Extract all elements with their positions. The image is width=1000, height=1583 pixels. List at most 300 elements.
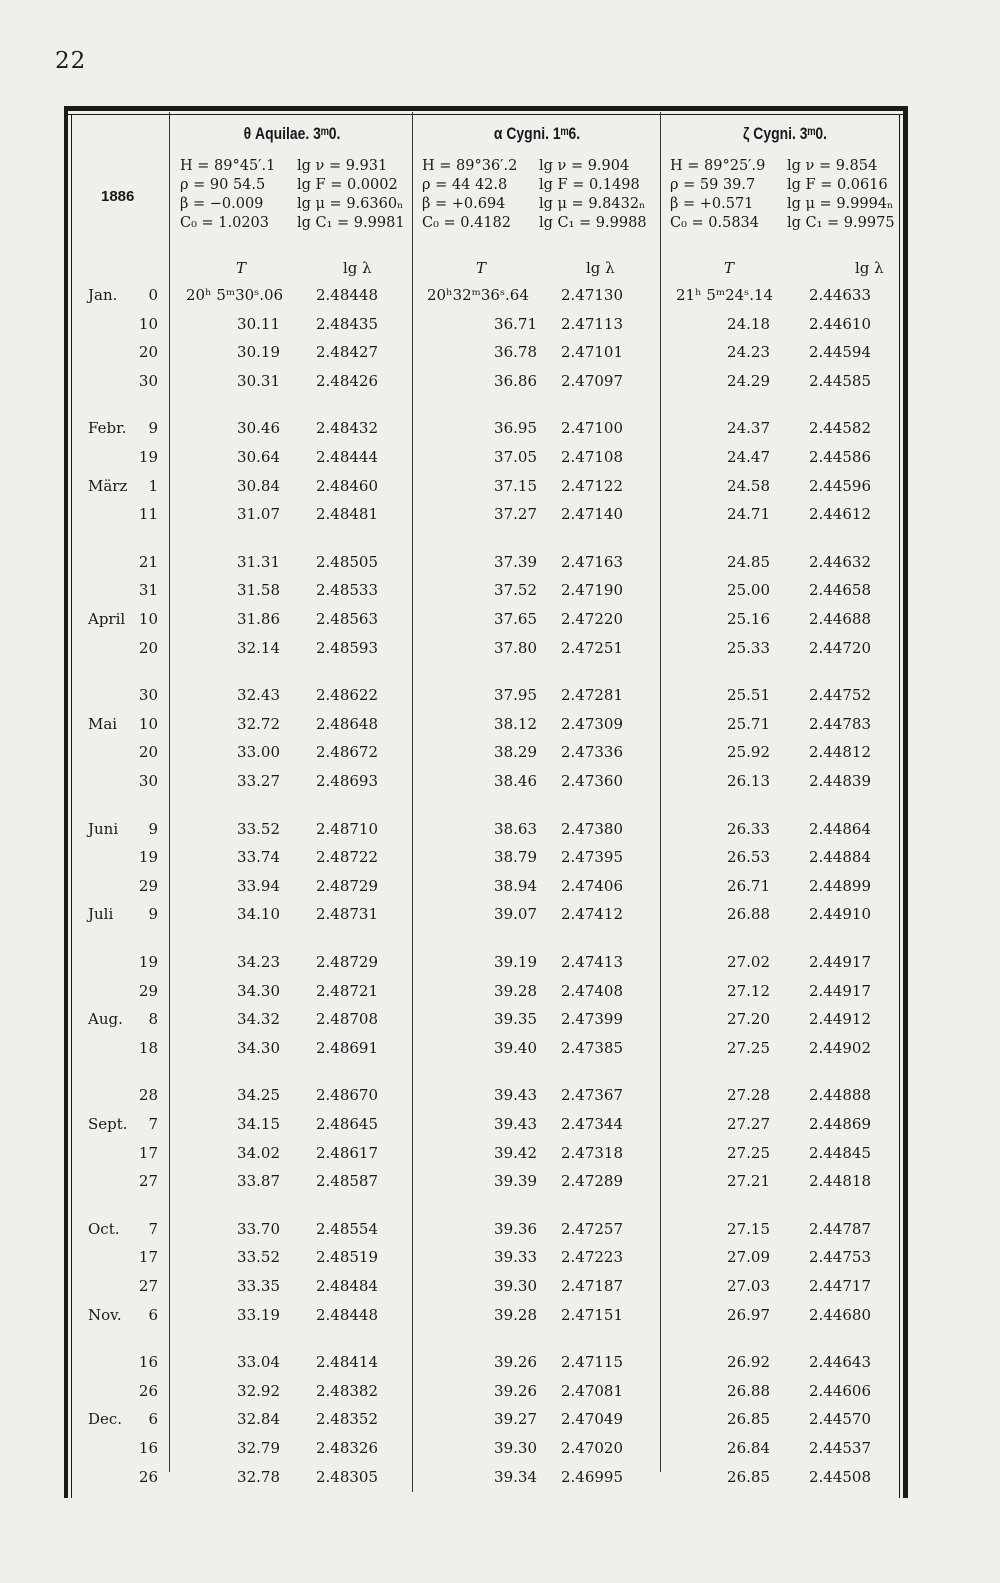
cell-T: 31.58 [237, 581, 280, 599]
date-month: Juni [88, 820, 119, 838]
cell-T: 24.18 [727, 315, 770, 333]
date-month: Mai [88, 715, 118, 733]
first-T-value: 20ʰ32ᵐ36ˢ.64 [427, 286, 529, 304]
cell-lg-lambda: 2.47318 [560, 1144, 623, 1162]
date-day: 10 [138, 315, 158, 333]
cell-lg-lambda: 2.47081 [560, 1382, 623, 1400]
date-day: 18 [138, 1039, 158, 1057]
date-month: Jan. [88, 286, 118, 304]
cell-T: 27.15 [727, 1220, 770, 1238]
date-month: Aug. [88, 1010, 123, 1028]
cell-T: 39.28 [494, 982, 537, 1000]
column-divider-star-2 [660, 112, 661, 1472]
cell-T: 37.15 [494, 477, 537, 495]
cell-lg-lambda: 2.44912 [808, 1010, 871, 1028]
date-day: 6 [148, 1306, 158, 1324]
cell-T: 25.16 [727, 610, 770, 628]
date-day: 19 [138, 953, 158, 971]
cell-T: 30.84 [237, 477, 280, 495]
cell-lg-lambda: 2.48721 [315, 982, 378, 1000]
cell-lg-lambda: 2.47101 [560, 343, 623, 361]
cell-T: 39.28 [494, 1306, 537, 1324]
star-parameter: ρ = 90 54.5 [180, 177, 266, 193]
column-header-T: T [236, 259, 247, 277]
date-day: 26 [138, 1468, 158, 1486]
cell-lg-lambda: 2.48448 [315, 286, 378, 304]
date-day: 16 [138, 1439, 158, 1457]
date-day: 10 [138, 715, 158, 733]
star-parameter: lg μ = 9.9994ₙ [787, 196, 894, 212]
cell-lg-lambda: 2.47151 [560, 1306, 623, 1324]
column-header-lg-lambda: lg λ [343, 259, 372, 277]
star-parameter: C₀ = 0.5834 [670, 215, 760, 231]
cell-T: 37.80 [494, 639, 537, 657]
cell-T: 32.92 [237, 1382, 280, 1400]
star-parameter: lg ν = 9.904 [539, 158, 630, 174]
cell-lg-lambda: 2.44508 [808, 1468, 871, 1486]
cell-T: 25.51 [727, 686, 770, 704]
cell-lg-lambda: 2.47130 [560, 286, 623, 304]
date-day: 7 [148, 1115, 158, 1133]
star-title: ζ Cygni. 3ᵐ0. [742, 124, 827, 143]
cell-lg-lambda: 2.44818 [808, 1172, 871, 1190]
cell-lg-lambda: 2.47049 [560, 1410, 623, 1428]
cell-T: 24.58 [727, 477, 770, 495]
date-day: 29 [138, 982, 158, 1000]
date-day: 31 [138, 581, 158, 599]
cell-lg-lambda: 2.44845 [808, 1144, 871, 1162]
cell-lg-lambda: 2.48710 [315, 820, 378, 838]
cell-lg-lambda: 2.47281 [560, 686, 623, 704]
date-day: 30 [138, 686, 158, 704]
cell-lg-lambda: 2.44680 [808, 1306, 871, 1324]
cell-lg-lambda: 2.47190 [560, 581, 623, 599]
column-divider-date [169, 112, 170, 1472]
cell-lg-lambda: 2.47113 [560, 315, 623, 333]
date-day: 21 [138, 553, 158, 571]
cell-T: 26.88 [727, 905, 770, 923]
cell-T: 25.92 [727, 743, 770, 761]
date-day: 29 [138, 877, 158, 895]
cell-T: 32.84 [237, 1410, 280, 1428]
first-T-value: 21ʰ 5ᵐ24ˢ.14 [676, 286, 774, 304]
cell-lg-lambda: 2.48432 [315, 419, 378, 437]
cell-lg-lambda: 2.48481 [315, 505, 378, 523]
cell-lg-lambda: 2.48731 [315, 905, 378, 923]
cell-T: 38.12 [494, 715, 537, 733]
cell-T: 27.28 [727, 1086, 770, 1104]
date-day: 26 [138, 1382, 158, 1400]
cell-T: 33.94 [237, 877, 280, 895]
star-parameter: lg C₁ = 9.9981 [297, 215, 405, 231]
cell-T: 30.19 [237, 343, 280, 361]
star-parameter: ρ = 44 42.8 [422, 177, 508, 193]
cell-lg-lambda: 2.44612 [808, 505, 871, 523]
star-parameter: H = 89°25′.9 [670, 158, 766, 174]
date-day: 19 [138, 448, 158, 466]
cell-lg-lambda: 2.48645 [315, 1115, 378, 1133]
date-month: Febr. [88, 419, 127, 437]
page-number: 22 [55, 48, 87, 74]
cell-T: 36.95 [494, 419, 537, 437]
cell-lg-lambda: 2.48435 [315, 315, 378, 333]
star-parameter: β = +0.694 [422, 196, 506, 212]
cell-lg-lambda: 2.47413 [560, 953, 623, 971]
cell-T: 26.92 [727, 1353, 770, 1371]
cell-lg-lambda: 2.47187 [560, 1277, 623, 1295]
cell-T: 25.71 [727, 715, 770, 733]
frame-inner-top-rule [68, 114, 903, 115]
cell-lg-lambda: 2.48554 [315, 1220, 378, 1238]
cell-lg-lambda: 2.48533 [315, 581, 378, 599]
star-parameter: β = +0.571 [670, 196, 754, 212]
cell-lg-lambda: 2.48691 [315, 1039, 378, 1057]
cell-T: 34.23 [237, 953, 280, 971]
date-day: 30 [138, 372, 158, 390]
star-parameter: ρ = 59 39.7 [670, 177, 756, 193]
cell-T: 34.30 [237, 982, 280, 1000]
cell-lg-lambda: 2.44888 [808, 1086, 871, 1104]
cell-lg-lambda: 2.44632 [808, 553, 871, 571]
cell-lg-lambda: 2.48382 [315, 1382, 378, 1400]
cell-lg-lambda: 2.46995 [560, 1468, 623, 1486]
cell-T: 39.19 [494, 953, 537, 971]
cell-T: 39.30 [494, 1277, 537, 1295]
cell-T: 26.97 [727, 1306, 770, 1324]
date-day: 7 [148, 1220, 158, 1238]
cell-T: 39.42 [494, 1144, 537, 1162]
date-day: 16 [138, 1353, 158, 1371]
cell-lg-lambda: 2.48563 [315, 610, 378, 628]
cell-T: 26.33 [727, 820, 770, 838]
cell-lg-lambda: 2.44717 [808, 1277, 871, 1295]
cell-T: 27.09 [727, 1248, 770, 1266]
cell-lg-lambda: 2.47344 [560, 1115, 623, 1133]
cell-lg-lambda: 2.47412 [560, 905, 623, 923]
cell-lg-lambda: 2.44917 [808, 953, 871, 971]
cell-T: 36.86 [494, 372, 537, 390]
cell-lg-lambda: 2.44610 [808, 315, 871, 333]
cell-lg-lambda: 2.47399 [560, 1010, 623, 1028]
cell-lg-lambda: 2.47395 [560, 848, 623, 866]
cell-T: 33.74 [237, 848, 280, 866]
cell-T: 37.27 [494, 505, 537, 523]
cell-T: 34.25 [237, 1086, 280, 1104]
cell-lg-lambda: 2.47140 [560, 505, 623, 523]
cell-lg-lambda: 2.47223 [560, 1248, 623, 1266]
cell-T: 33.52 [237, 820, 280, 838]
cell-T: 39.33 [494, 1248, 537, 1266]
cell-T: 39.26 [494, 1353, 537, 1371]
cell-T: 33.35 [237, 1277, 280, 1295]
date-day: 27 [138, 1172, 158, 1190]
cell-lg-lambda: 2.47122 [560, 477, 623, 495]
cell-T: 39.07 [494, 905, 537, 923]
cell-lg-lambda: 2.44658 [808, 581, 871, 599]
cell-T: 39.43 [494, 1115, 537, 1133]
cell-lg-lambda: 2.44917 [808, 982, 871, 1000]
date-day: 20 [138, 639, 158, 657]
cell-lg-lambda: 2.44633 [808, 286, 871, 304]
cell-T: 26.13 [727, 772, 770, 790]
cell-lg-lambda: 2.47108 [560, 448, 623, 466]
cell-lg-lambda: 2.48648 [315, 715, 378, 733]
cell-T: 24.37 [727, 419, 770, 437]
cell-lg-lambda: 2.48672 [315, 743, 378, 761]
cell-lg-lambda: 2.44864 [808, 820, 871, 838]
cell-T: 33.52 [237, 1248, 280, 1266]
cell-lg-lambda: 2.44594 [808, 343, 871, 361]
cell-lg-lambda: 2.48722 [315, 848, 378, 866]
cell-lg-lambda: 2.48326 [315, 1439, 378, 1457]
cell-T: 30.11 [237, 315, 280, 333]
cell-lg-lambda: 2.48505 [315, 553, 378, 571]
cell-lg-lambda: 2.44582 [808, 419, 871, 437]
cell-T: 36.71 [494, 315, 537, 333]
star-parameter: lg ν = 9.854 [787, 158, 878, 174]
cell-T: 32.78 [237, 1468, 280, 1486]
cell-T: 27.20 [727, 1010, 770, 1028]
cell-lg-lambda: 2.44869 [808, 1115, 871, 1133]
cell-lg-lambda: 2.44783 [808, 715, 871, 733]
cell-T: 26.53 [727, 848, 770, 866]
star-parameter: lg C₁ = 9.9975 [787, 215, 895, 231]
cell-lg-lambda: 2.44596 [808, 477, 871, 495]
cell-T: 24.29 [727, 372, 770, 390]
cell-T: 31.07 [237, 505, 280, 523]
date-day: 27 [138, 1277, 158, 1295]
cell-T: 33.87 [237, 1172, 280, 1190]
cell-lg-lambda: 2.47251 [560, 639, 623, 657]
cell-lg-lambda: 2.44643 [808, 1353, 871, 1371]
first-T-value: 20ʰ 5ᵐ30ˢ.06 [186, 286, 284, 304]
cell-T: 38.63 [494, 820, 537, 838]
date-day: 17 [138, 1248, 158, 1266]
column-header-lg-lambda: lg λ [855, 259, 884, 277]
cell-lg-lambda: 2.47257 [560, 1220, 623, 1238]
cell-lg-lambda: 2.48448 [315, 1306, 378, 1324]
cell-T: 33.27 [237, 772, 280, 790]
date-day: 20 [138, 743, 158, 761]
cell-T: 32.79 [237, 1439, 280, 1457]
cell-lg-lambda: 2.44902 [808, 1039, 871, 1057]
cell-T: 24.85 [727, 553, 770, 571]
cell-T: 31.31 [237, 553, 280, 571]
column-header-T: T [724, 259, 735, 277]
cell-T: 27.12 [727, 982, 770, 1000]
cell-T: 37.05 [494, 448, 537, 466]
star-parameter: lg C₁ = 9.9988 [539, 215, 647, 231]
cell-lg-lambda: 2.48617 [315, 1144, 378, 1162]
cell-T: 27.25 [727, 1039, 770, 1057]
star-title: α Cygni. 1ᵐ6. [493, 124, 581, 143]
cell-T: 26.88 [727, 1382, 770, 1400]
star-title: θ Aquilae. 3ᵐ0. [243, 124, 341, 143]
cell-lg-lambda: 2.48693 [315, 772, 378, 790]
date-month: März [88, 477, 128, 495]
cell-T: 37.52 [494, 581, 537, 599]
cell-T: 24.71 [727, 505, 770, 523]
cell-T: 30.46 [237, 419, 280, 437]
cell-T: 39.36 [494, 1220, 537, 1238]
date-day: 1 [148, 477, 158, 495]
date-day: 0 [148, 286, 158, 304]
cell-T: 31.86 [237, 610, 280, 628]
cell-T: 38.46 [494, 772, 537, 790]
cell-lg-lambda: 2.47289 [560, 1172, 623, 1190]
cell-T: 39.34 [494, 1468, 537, 1486]
cell-T: 38.94 [494, 877, 537, 895]
cell-lg-lambda: 2.47220 [560, 610, 623, 628]
cell-lg-lambda: 2.48708 [315, 1010, 378, 1028]
cell-lg-lambda: 2.48460 [315, 477, 378, 495]
cell-lg-lambda: 2.44839 [808, 772, 871, 790]
cell-lg-lambda: 2.44812 [808, 743, 871, 761]
cell-T: 36.78 [494, 343, 537, 361]
cell-T: 39.40 [494, 1039, 537, 1057]
cell-lg-lambda: 2.44899 [808, 877, 871, 895]
cell-lg-lambda: 2.48352 [315, 1410, 378, 1428]
cell-lg-lambda: 2.48729 [315, 877, 378, 895]
cell-T: 30.64 [237, 448, 280, 466]
cell-lg-lambda: 2.44586 [808, 448, 871, 466]
date-day: 9 [148, 820, 158, 838]
cell-lg-lambda: 2.47097 [560, 372, 623, 390]
star-parameter: lg F = 0.0616 [787, 177, 888, 193]
cell-lg-lambda: 2.48426 [315, 372, 378, 390]
cell-T: 39.30 [494, 1439, 537, 1457]
date-day: 19 [138, 848, 158, 866]
cell-lg-lambda: 2.48670 [315, 1086, 378, 1104]
date-day: 6 [148, 1410, 158, 1428]
cell-T: 27.27 [727, 1115, 770, 1133]
column-header-lg-lambda: lg λ [586, 259, 615, 277]
cell-lg-lambda: 2.48484 [315, 1277, 378, 1295]
date-day: 28 [138, 1086, 158, 1104]
cell-T: 33.70 [237, 1220, 280, 1238]
cell-lg-lambda: 2.44787 [808, 1220, 871, 1238]
cell-lg-lambda: 2.44753 [808, 1248, 871, 1266]
cell-T: 32.72 [237, 715, 280, 733]
star-parameter: lg μ = 9.8432ₙ [539, 196, 646, 212]
cell-lg-lambda: 2.44570 [808, 1410, 871, 1428]
star-parameter: lg F = 0.0002 [297, 177, 398, 193]
star-parameter: lg μ = 9.6360ₙ [297, 196, 404, 212]
cell-T: 37.65 [494, 610, 537, 628]
cell-T: 30.31 [237, 372, 280, 390]
star-parameter: β = −0.009 [180, 196, 264, 212]
cell-T: 34.15 [237, 1115, 280, 1133]
cell-lg-lambda: 2.44688 [808, 610, 871, 628]
cell-T: 27.03 [727, 1277, 770, 1295]
cell-T: 33.19 [237, 1306, 280, 1324]
cell-T: 39.39 [494, 1172, 537, 1190]
cell-T: 26.71 [727, 877, 770, 895]
date-day: 11 [138, 505, 158, 523]
cell-T: 37.95 [494, 686, 537, 704]
cell-T: 33.04 [237, 1353, 280, 1371]
cell-lg-lambda: 2.47020 [560, 1439, 623, 1457]
cell-T: 32.43 [237, 686, 280, 704]
cell-T: 34.30 [237, 1039, 280, 1057]
cell-lg-lambda: 2.47408 [560, 982, 623, 1000]
column-divider-star-1 [412, 112, 413, 1492]
star-parameter: C₀ = 1.0203 [180, 215, 270, 231]
date-month: April [88, 610, 126, 628]
date-month: Juli [88, 905, 114, 923]
cell-T: 39.35 [494, 1010, 537, 1028]
cell-lg-lambda: 2.47367 [560, 1086, 623, 1104]
column-header-T: T [476, 259, 487, 277]
cell-T: 39.43 [494, 1086, 537, 1104]
cell-lg-lambda: 2.48519 [315, 1248, 378, 1266]
cell-lg-lambda: 2.48444 [315, 448, 378, 466]
cell-lg-lambda: 2.47115 [560, 1353, 623, 1371]
date-day: 8 [148, 1010, 158, 1028]
cell-T: 32.14 [237, 639, 280, 657]
cell-lg-lambda: 2.44606 [808, 1382, 871, 1400]
cell-T: 27.25 [727, 1144, 770, 1162]
cell-T: 24.47 [727, 448, 770, 466]
cell-T: 26.85 [727, 1468, 770, 1486]
date-day: 9 [148, 419, 158, 437]
cell-T: 25.33 [727, 639, 770, 657]
cell-lg-lambda: 2.47100 [560, 419, 623, 437]
cell-lg-lambda: 2.44720 [808, 639, 871, 657]
cell-lg-lambda: 2.48729 [315, 953, 378, 971]
cell-lg-lambda: 2.47360 [560, 772, 623, 790]
cell-T: 39.27 [494, 1410, 537, 1428]
cell-lg-lambda: 2.44752 [808, 686, 871, 704]
cell-T: 39.26 [494, 1382, 537, 1400]
star-parameter: lg F = 0.1498 [539, 177, 640, 193]
cell-lg-lambda: 2.48305 [315, 1468, 378, 1486]
cell-lg-lambda: 2.47163 [560, 553, 623, 571]
date-month: Nov. [88, 1306, 122, 1324]
cell-lg-lambda: 2.48593 [315, 639, 378, 657]
cell-T: 34.32 [237, 1010, 280, 1028]
frame-inner-right-rule [899, 114, 900, 1498]
date-month: Oct. [88, 1220, 120, 1238]
date-day: 9 [148, 905, 158, 923]
cell-T: 33.00 [237, 743, 280, 761]
star-parameter: H = 89°36′.2 [422, 158, 518, 174]
cell-lg-lambda: 2.44537 [808, 1439, 871, 1457]
cell-lg-lambda: 2.48414 [315, 1353, 378, 1371]
date-day: 17 [138, 1144, 158, 1162]
cell-T: 26.84 [727, 1439, 770, 1457]
cell-lg-lambda: 2.47380 [560, 820, 623, 838]
cell-lg-lambda: 2.48622 [315, 686, 378, 704]
cell-T: 27.02 [727, 953, 770, 971]
cell-lg-lambda: 2.47336 [560, 743, 623, 761]
cell-T: 37.39 [494, 553, 537, 571]
cell-T: 34.02 [237, 1144, 280, 1162]
cell-lg-lambda: 2.44884 [808, 848, 871, 866]
cell-lg-lambda: 2.47309 [560, 715, 623, 733]
date-month: Dec. [88, 1410, 123, 1428]
cell-lg-lambda: 2.48587 [315, 1172, 378, 1190]
star-parameter: H = 89°45′.1 [180, 158, 276, 174]
cell-T: 24.23 [727, 343, 770, 361]
date-month: Sept. [88, 1115, 128, 1133]
star-parameter: C₀ = 0.4182 [422, 215, 512, 231]
date-day: 10 [138, 610, 158, 628]
year-label: 1886 [101, 188, 135, 205]
date-day: 30 [138, 772, 158, 790]
cell-lg-lambda: 2.47385 [560, 1039, 623, 1057]
cell-lg-lambda: 2.44910 [808, 905, 871, 923]
